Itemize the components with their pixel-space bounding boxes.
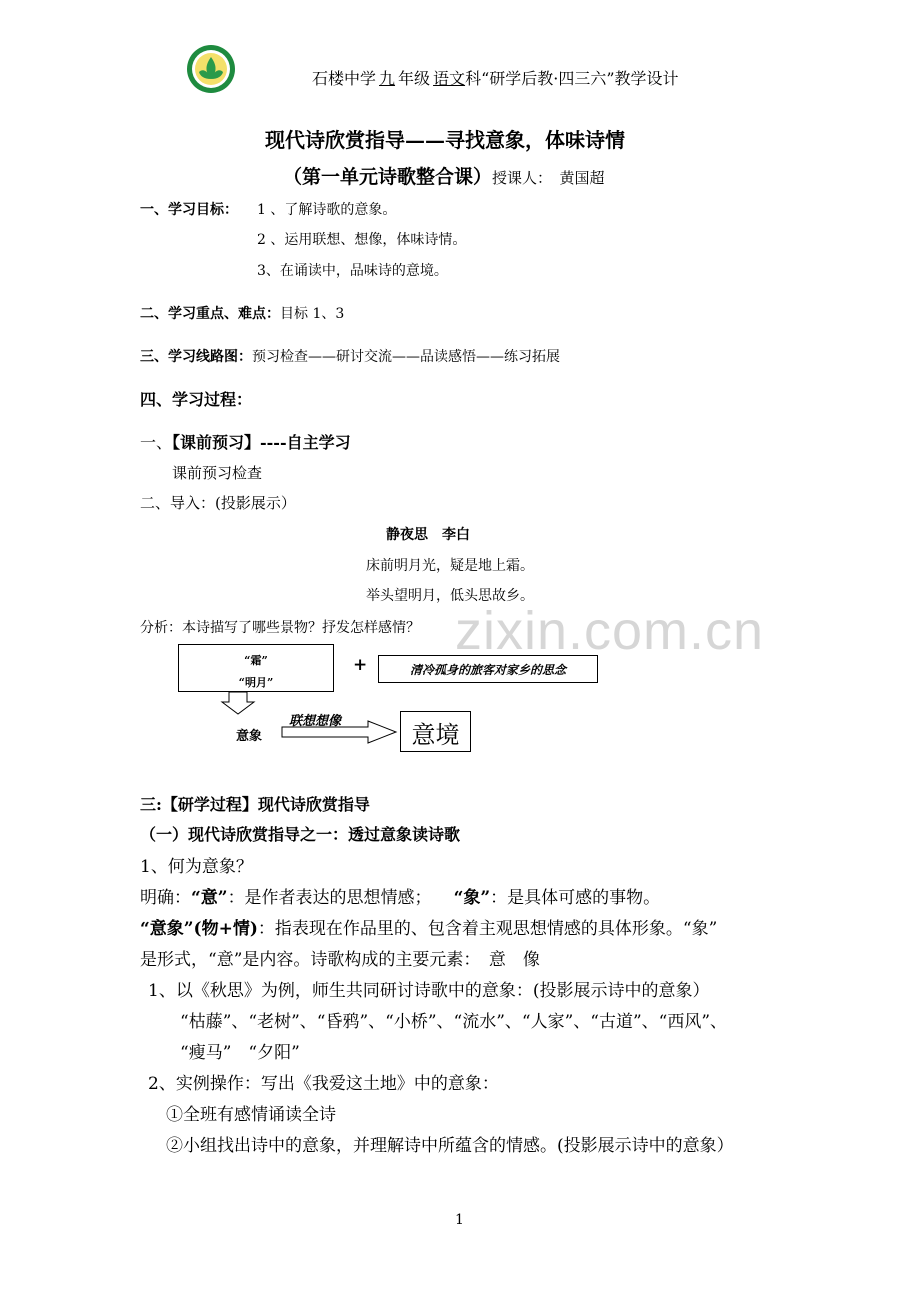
- imagery-box-line-2: “明月”: [238, 676, 274, 689]
- header-school: 石楼中学: [312, 69, 377, 88]
- definition-line-1: [140, 883, 660, 908]
- poem-title: 静夜思 李白: [386, 527, 470, 543]
- preview-line: [140, 430, 351, 453]
- preview-text: 课前预习检查: [172, 464, 263, 482]
- def-xiang: “象”: [453, 888, 491, 908]
- item-2: 2、实例操作：写出《我爱这土地》中的意象：: [148, 1074, 499, 1094]
- def2-bold: “意象”(物+情): [140, 919, 258, 939]
- def-prefix: 明确：: [140, 888, 191, 908]
- goals-heading: 一、学习目标：: [140, 202, 238, 218]
- page-header: [312, 66, 679, 89]
- route-text: 预习检查——研讨交流——品读感悟——练习拓展: [252, 349, 560, 365]
- down-arrow-icon: [222, 692, 254, 714]
- focus-line: [140, 303, 344, 323]
- def-yi: “意”: [191, 888, 228, 908]
- page-number: 1: [455, 1212, 464, 1228]
- goal-item-1: 1 、了解诗歌的意象。: [257, 202, 397, 218]
- document-subtitle: [283, 162, 605, 189]
- route-heading: 三、学习线路图：: [140, 349, 252, 365]
- preview-prefix: 一、: [140, 433, 173, 452]
- item-1-words-2: “瘦马” “夕阳”: [180, 1043, 300, 1063]
- realm-text: 意境: [411, 721, 460, 749]
- step-1: ①全班有感情诵读全诗: [166, 1105, 336, 1125]
- emotion-box: [378, 655, 598, 683]
- plus-sign: +: [353, 655, 368, 675]
- imagery-label: 意象: [236, 729, 263, 744]
- header-subject-suffix: 科“研学后教·四三六”教学设计: [465, 69, 679, 88]
- school-logo: [186, 44, 236, 94]
- header-subject: 语文: [433, 69, 466, 88]
- header-grade-suffix: 年级: [398, 69, 431, 88]
- poem-line-2: 举头望明月，低头思故乡。: [366, 588, 534, 604]
- question-1: 1、何为意象？: [140, 857, 253, 877]
- focus-text: 目标 1、3: [280, 306, 345, 322]
- header-grade: 九: [379, 69, 396, 88]
- imagery-box-line-1: “霜”: [244, 654, 268, 667]
- def-xiang-text: ：是具体可感的事物。: [490, 888, 661, 908]
- route-line: [140, 346, 560, 366]
- step-2: ②小组找出诗中的意象，并理解诗中所蕴含的情感。(投影展示诗中的意象）: [166, 1136, 734, 1156]
- analysis-line: 分析：本诗描写了哪些景物？抒发怎样感情？: [140, 620, 420, 636]
- arrow-label: 联想想像: [289, 714, 342, 729]
- goal-item-2: 2 、运用联想、想像，体味诗情。: [257, 232, 467, 248]
- teacher-label: 授课人： 黄国超: [492, 169, 605, 187]
- process-heading: 四、学习过程：: [140, 390, 253, 409]
- definition-line-3: 是形式，“意”是内容。诗歌构成的主要元素： 意 像: [140, 950, 540, 970]
- imagery-box: [178, 644, 334, 692]
- watermark: zixin.com.cn: [455, 601, 765, 661]
- def-yi-text: ：是作者表达的思想情感；: [227, 888, 432, 908]
- def2-text: ：指表现在作品里的、包含着主观思想情感的具体形象。“象”: [257, 919, 718, 939]
- focus-heading: 二、学习重点、难点：: [140, 306, 280, 322]
- emotion-text: 清冷孤身的旅客对家乡的思念: [409, 663, 566, 677]
- item-1-words: “枯藤”、“老树”、“昏鸦”、“小桥”、“流水”、“人家”、“古道”、“西风”、: [180, 1012, 728, 1032]
- preview-heading: 【课前预习】----自主学习: [172, 433, 351, 452]
- item-1: 1、以《秋思》为例，师生共同研讨诗歌中的意象：(投影展示诗中的意象）: [148, 981, 710, 1001]
- realm-box: [400, 711, 471, 752]
- definition-line-2: [140, 914, 717, 939]
- poem-line-1: 床前明月光，疑是地上霜。: [366, 558, 534, 574]
- document-title: 现代诗欣赏指导——寻找意象，体味诗情: [265, 128, 625, 152]
- research-subheading: （一）现代诗欣赏指导之一：透过意象读诗歌: [140, 825, 461, 844]
- goal-item-3: 3、在诵读中，品味诗的意境。: [257, 263, 448, 279]
- research-heading: 三:【研学过程】现代诗欣赏指导: [140, 795, 370, 814]
- subtitle-unit: （第一单元诗歌整合课）: [283, 166, 493, 188]
- intro-line: 二、导入：(投影展示）: [140, 494, 296, 512]
